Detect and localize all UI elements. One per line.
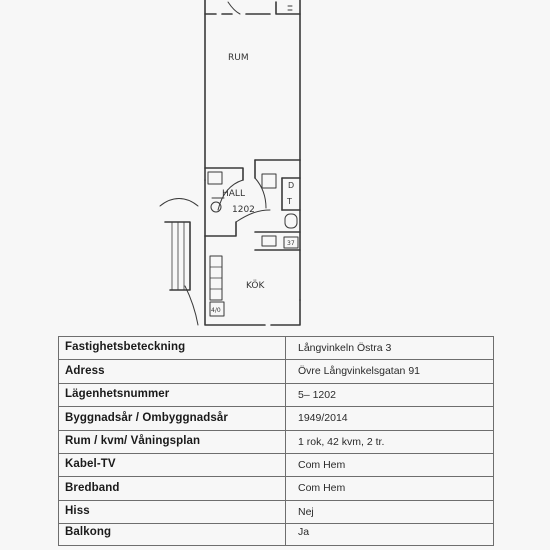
fact-value: 1 rok, 42 kvm, 2 tr. (286, 430, 494, 453)
appliance-mark: 37 (287, 240, 295, 247)
property-fact-row (59, 500, 494, 523)
fact-value: Ja (286, 524, 494, 546)
property-fact-row (59, 407, 494, 430)
wardrobe-mark: T (287, 197, 292, 206)
fact-label: Kabel-TV (59, 453, 286, 476)
unit-number-label: 1202 (232, 205, 255, 215)
fact-value: 5– 1202 (286, 383, 494, 406)
fact-label: Hiss (59, 500, 286, 523)
fact-value: 1949/2014 (286, 407, 494, 430)
fact-label: Bredband (59, 477, 286, 500)
property-fact-row (59, 383, 494, 406)
shower-mark: D (288, 181, 295, 190)
property-fact-row (59, 453, 494, 476)
room-label-hall: HALL (222, 189, 245, 199)
fact-label: Balkong (59, 524, 286, 546)
fact-value: Com Hem (286, 477, 494, 500)
property-fact-row (59, 430, 494, 453)
fact-label: Byggnadsår / Ombyggnadsår (59, 407, 286, 430)
room-label-rum: RUM (228, 53, 249, 63)
property-fact-row (59, 337, 494, 360)
property-fact-row (59, 360, 494, 383)
property-fact-row (59, 477, 494, 500)
fact-label: Rum / kvm/ Våningsplan (59, 430, 286, 453)
fact-label: Fastighetsbeteckning (59, 337, 286, 360)
fact-label: Adress (59, 360, 286, 383)
fact-value: Övre Långvinkelsgatan 91 (286, 360, 494, 383)
fact-value: Långvinkeln Östra 3 (286, 337, 494, 360)
fact-value: Nej (286, 500, 494, 523)
property-facts-table (58, 336, 494, 546)
fact-label: Lägenhetsnummer (59, 383, 286, 406)
cabinet-mark: 4/0 (211, 307, 221, 314)
property-fact-row (59, 524, 494, 546)
fact-value: Com Hem (286, 453, 494, 476)
room-label-kok: KÖK (246, 281, 265, 291)
